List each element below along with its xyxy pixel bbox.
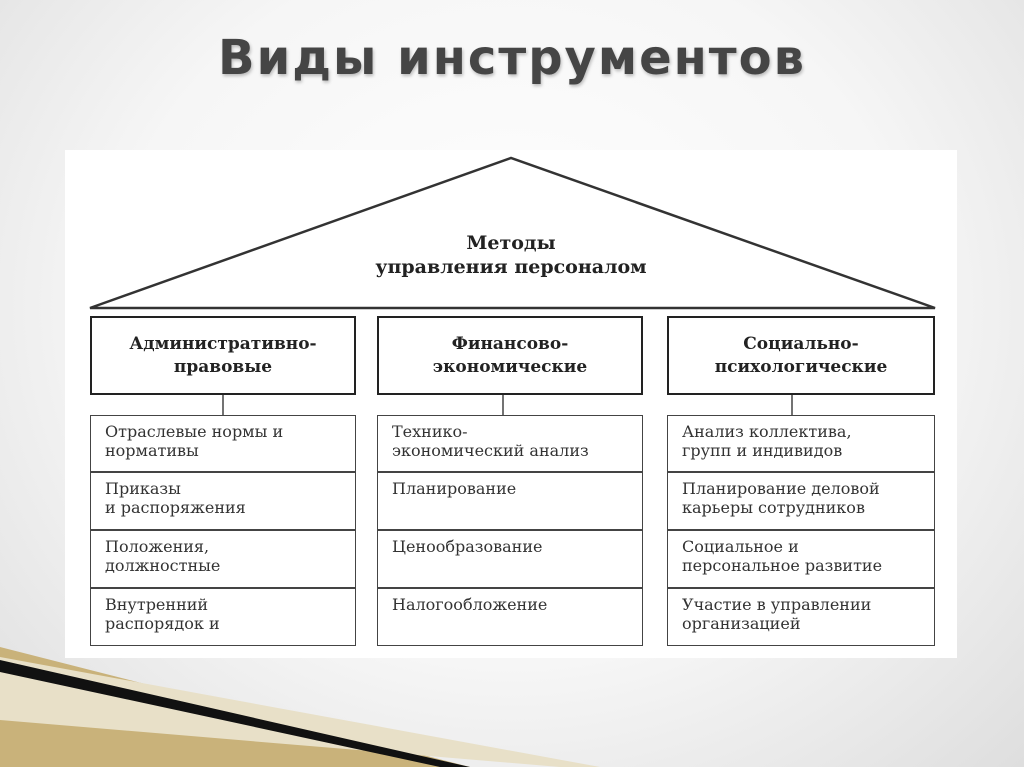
method-item [90, 415, 356, 472]
method-item [377, 530, 643, 588]
method-item [377, 588, 643, 646]
method-item-line1: Отраслевые нормы и [105, 422, 284, 441]
method-item [90, 588, 356, 646]
method-item-line2: распорядок и [105, 614, 220, 634]
roof-title-line1: Методы [466, 232, 556, 254]
method-item-line1: Технико- [392, 422, 468, 441]
category-box-social [667, 316, 935, 395]
category-heading-line2: экономические [432, 356, 588, 377]
category-heading-line1: Социально- [743, 334, 859, 355]
category-heading-line2: психологические [714, 356, 888, 377]
method-item-line1: Участие в управлении [682, 595, 872, 614]
method-item-line2: и распоряжения [105, 498, 246, 518]
roof-title-line2: управления персоналом [375, 256, 647, 278]
method-item-line2: карьеры сотрудников [682, 498, 865, 518]
method-item-line1: Ценообразование [392, 537, 543, 556]
method-item-line1: Положения, [105, 537, 210, 556]
category-box-financial [377, 316, 643, 395]
method-item [667, 530, 935, 588]
category-heading-line2: правовые [173, 356, 273, 377]
method-item [90, 472, 356, 530]
category-heading-line1: Финансово- [451, 334, 569, 355]
method-item-line2: групп и индивидов [682, 441, 843, 461]
method-item [667, 472, 935, 530]
method-item-line1: Приказы [105, 479, 181, 498]
category-heading-line1: Административно- [129, 334, 317, 355]
method-item [90, 530, 356, 588]
method-item-line2: экономический анализ [392, 441, 589, 461]
slide-title: Виды инструментов [218, 30, 806, 86]
method-item-line2: организацией [682, 614, 801, 634]
method-item-line1: Налогообложение [392, 595, 548, 614]
method-item-line1: Внутренний [105, 595, 209, 614]
method-item-line1: Планирование деловой [682, 479, 880, 498]
method-item-line2: должностные [105, 556, 221, 576]
method-item [377, 415, 643, 472]
method-item [377, 472, 643, 530]
method-item-line2: нормативы [105, 441, 199, 461]
category-box-administrative [90, 316, 356, 395]
method-item-line2: персональное развитие [682, 556, 883, 576]
method-item-line1: Социальное и [682, 537, 799, 556]
method-item-line1: Анализ коллектива, [682, 422, 852, 441]
method-item [667, 588, 935, 646]
method-item-line1: Планирование [392, 479, 517, 498]
methods-diagram [65, 150, 957, 658]
method-item [667, 415, 935, 472]
